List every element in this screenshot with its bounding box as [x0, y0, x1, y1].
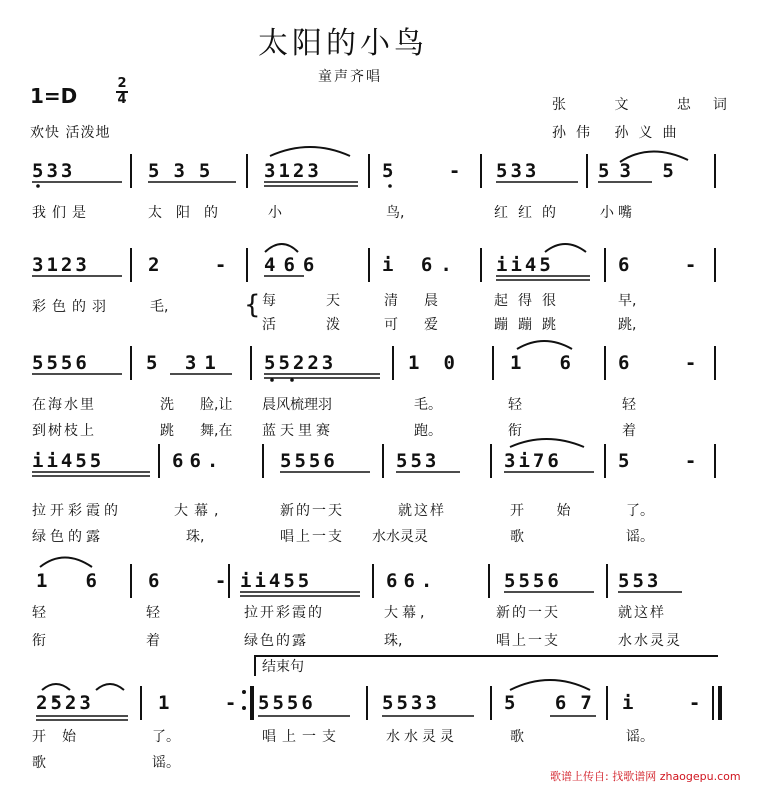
lyric: 清 [384, 293, 398, 309]
measure: 53 5 [598, 160, 684, 182]
lyric: 鸟, [386, 205, 405, 221]
bar-line [714, 346, 716, 380]
lyric: 拉开彩霞的 [244, 605, 324, 621]
measure: 2523 [36, 692, 94, 714]
lyric: 红红的 [494, 205, 566, 221]
bar-line [250, 346, 252, 380]
bar-line [492, 346, 494, 380]
measure: 533 [32, 160, 76, 182]
measure: 5 - [382, 160, 483, 182]
measure: 535 [148, 160, 225, 182]
tie-arc [265, 244, 298, 252]
lyric: 了。 [152, 729, 180, 745]
lyric: 谣。 [626, 529, 654, 545]
lyric: 活 [262, 317, 276, 333]
lyric: 开始 [32, 729, 92, 745]
lyric: 开 始 [510, 503, 585, 519]
lyric: 歌 [32, 755, 46, 771]
bar-line [488, 564, 490, 598]
bar-line [714, 154, 716, 188]
bar-line [382, 444, 384, 478]
lyric: 就这样 [398, 503, 446, 519]
lyric: 拉开彩霞的 [32, 503, 122, 519]
lyric: 就这样 [618, 605, 666, 621]
measure: 5556 [32, 352, 90, 374]
bar-line [604, 248, 606, 282]
lyric: 起得很 [494, 293, 566, 309]
lyric: 晨 [424, 293, 438, 309]
measure: ii455 [240, 570, 313, 592]
bar-line [490, 444, 492, 478]
bar-line [604, 444, 606, 478]
lyric: 可 [384, 317, 398, 333]
lyric: 水水灵灵 [618, 633, 682, 649]
bar-line [480, 154, 482, 188]
lyric: 蹦蹦跳 [494, 317, 566, 333]
measure: 2 - [148, 254, 249, 276]
lyric: 着 [622, 423, 636, 439]
bar-line [392, 346, 394, 380]
composer-credit: 孙伟 孙义曲 [552, 125, 687, 141]
measure: i - [622, 692, 723, 714]
measure: 10 [408, 352, 479, 374]
measure: 6 - [148, 570, 249, 592]
brace: { [244, 290, 261, 320]
lyricist-credit: 张 文 忠词 [552, 97, 749, 113]
ending-label: 结束句 [262, 659, 304, 675]
bar-line [140, 686, 142, 720]
lyric: 每 [262, 293, 276, 309]
measure: i 6. [382, 254, 460, 276]
key-signature: 1=D [30, 84, 78, 108]
tie-arc [42, 684, 70, 690]
bar-line [606, 686, 608, 720]
tie-arc [270, 147, 350, 156]
measure: ii45 [496, 254, 554, 276]
bar-line [368, 154, 370, 188]
bar-line [606, 564, 608, 598]
lyric: 我们是 [32, 205, 92, 221]
bar-line [158, 444, 160, 478]
lyric: 水水灵灵 [372, 529, 428, 545]
lyric: 泼 [326, 317, 340, 333]
bar-line [586, 154, 588, 188]
lyric: 毛。 [414, 397, 442, 413]
lyric: 脸,让 [200, 397, 233, 413]
lyric: 谣。 [152, 755, 180, 771]
tie-arc [96, 684, 124, 690]
measure: 66. [172, 450, 225, 472]
lyric: 轻 [622, 397, 636, 413]
tie-arc [510, 439, 584, 447]
lyric: 谣。 [626, 729, 654, 745]
measure: 5556 [280, 450, 338, 472]
lyric: 衔 [32, 633, 46, 649]
bar-line [480, 248, 482, 282]
bar-line [130, 564, 132, 598]
lyric: 轻 [508, 397, 522, 413]
lyric: 珠, [384, 633, 403, 649]
tie-arc [40, 558, 92, 568]
final-bar-line [718, 686, 722, 720]
song-title: 太阳的小鸟 [258, 26, 428, 61]
lyric: 歌 [510, 729, 524, 745]
measure: 466 [264, 254, 323, 276]
lyric: 毛, [150, 299, 169, 315]
lyric: 早, [618, 293, 637, 309]
measure: 3123 [32, 254, 90, 276]
measure: 5 67 [504, 692, 606, 714]
lyric: 舞,在 [200, 423, 233, 439]
bar-line [130, 248, 132, 282]
lyric: 唱上一支 [262, 729, 342, 745]
tie-arc [517, 341, 572, 349]
measure: 5533 [382, 692, 440, 714]
lyric: 衔 [508, 423, 522, 439]
bar-line [712, 686, 714, 720]
measure: 16 [36, 570, 135, 592]
performance-style: 童声齐唱 [318, 69, 382, 85]
bar-line [246, 248, 248, 282]
repeat-bar-line [250, 686, 254, 720]
lyric: 小 [268, 205, 282, 221]
measure: 1 - [158, 692, 259, 714]
lyric: 在海水里 [32, 397, 96, 413]
lyric: 小嘴 [600, 205, 636, 221]
bar-line [246, 154, 248, 188]
lyric: 蓝天里赛 [262, 423, 334, 439]
lyric: 爱 [424, 317, 438, 333]
bar-line [130, 154, 132, 188]
bar-line [714, 444, 716, 478]
lyric: 绿色的露 [244, 633, 308, 649]
lyric: 新的一天 [280, 503, 344, 519]
measure: 5 31 [146, 352, 224, 374]
measure: 66. [386, 570, 439, 592]
bar-line [604, 346, 606, 380]
lyric: 大幕, [384, 605, 429, 621]
bar-line [372, 564, 374, 598]
lyric: 水水灵灵 [386, 729, 458, 745]
measure: 3123 [264, 160, 322, 182]
lyric: 着 [146, 633, 160, 649]
bar-line [130, 346, 132, 380]
bar-line [228, 564, 230, 598]
lyric: 太阳的 [148, 205, 232, 221]
lyric: 到树枝上 [32, 423, 96, 439]
measure: ii455 [32, 450, 105, 472]
lyric: 跳, [618, 317, 637, 333]
measure: 553 [618, 570, 662, 592]
lyric: 轻 [32, 605, 46, 621]
measure: 6 - [618, 254, 719, 276]
lyric: 新的一天 [496, 605, 560, 621]
lyric: 彩色的羽 [32, 299, 112, 315]
measure: 5556 [504, 570, 562, 592]
measure: 553 [396, 450, 440, 472]
lyric: 跑。 [414, 423, 442, 439]
lyric: 大幕, [174, 503, 225, 519]
lyric: 天 [326, 293, 340, 309]
tempo-marking: 欢快 活泼地 [30, 125, 111, 141]
measure: 6 - [618, 352, 719, 374]
meter-bottom: 4 [117, 92, 127, 107]
meter-top: 2 [117, 76, 127, 91]
lyric: 歌 [510, 529, 524, 545]
measure: 55223 [264, 352, 337, 374]
bar-line [714, 248, 716, 282]
bar-line [368, 248, 370, 282]
lyric: 绿色的露 [32, 529, 104, 545]
measure: 3i76 [504, 450, 562, 472]
lyric: 轻 [146, 605, 160, 621]
measure: 5556 [258, 692, 316, 714]
bar-line [490, 686, 492, 720]
lyric: 珠, [186, 529, 205, 545]
lyric: 唱上一支 [280, 529, 344, 545]
lyric: 了。 [626, 503, 654, 519]
bar-line [262, 444, 264, 478]
measure: 5 - [618, 450, 719, 472]
bar-line [366, 686, 368, 720]
lyric: 唱上一支 [496, 633, 560, 649]
tie-arc [545, 244, 586, 252]
measure: 16 [510, 352, 609, 374]
tie-arc [510, 680, 590, 690]
ending-bracket [255, 656, 718, 676]
lyric: 洗 [160, 397, 174, 413]
measure: 533 [496, 160, 540, 182]
lyric: 跳 [160, 423, 174, 439]
source-watermark: 歌谱上传自: 找歌谱网 zhaogepu.com [550, 770, 741, 783]
lyric: 晨风梳理羽 [262, 397, 332, 413]
